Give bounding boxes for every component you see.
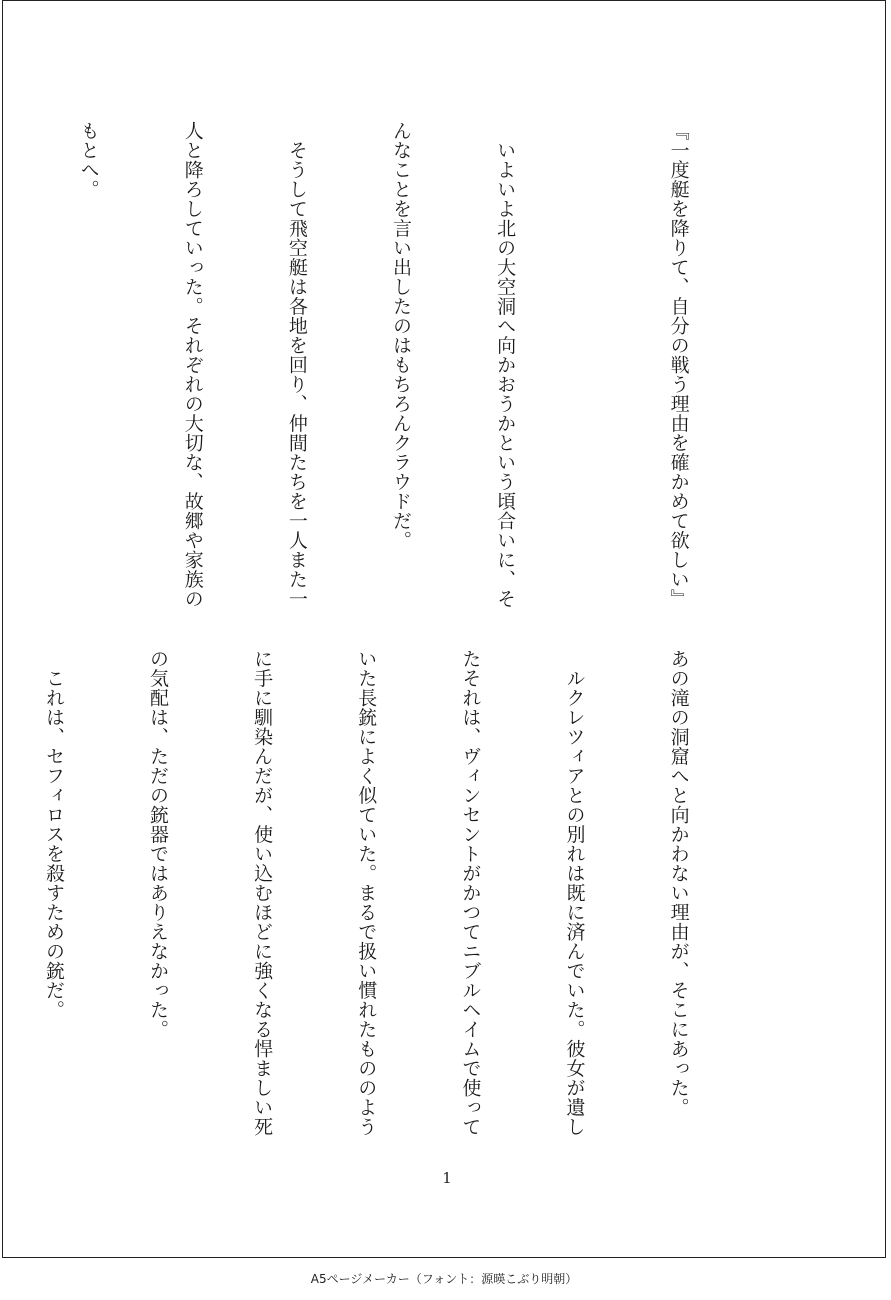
footer-credit: A5ページメーカー（フォント：源暎こぶり明朝）	[310, 1272, 578, 1286]
text-line: もとへ。	[77, 121, 100, 199]
text-line: 『一度艇を降りて、自分の戦う理由を確かめて欲しい』	[667, 121, 690, 609]
text-line: たそれは、ヴィンセントがかつてニブルヘイムで使って	[459, 649, 482, 1137]
page-frame	[2, 0, 886, 1258]
text-line	[0, 121, 2, 601]
page-number: 1	[442, 1169, 452, 1187]
text-line: の気配は、ただの銃器ではありえなかった。	[147, 649, 170, 1039]
text-line: 人と降ろしていった。それぞれの大切な、故郷や家族の	[181, 121, 204, 609]
text-line: いよいよ北の大空洞へ向かおうかという頃合いに、そ	[494, 121, 517, 609]
text-line: ルクレツィアとの別れは既に済んでいた。彼女が遺し	[563, 649, 586, 1137]
text-line: に手に馴染んだが、使い込むほどに強くなる悍ましい死	[251, 649, 274, 1137]
text-line: いた長銃によく似ていた。まるで扱い慣れたもののよう	[355, 649, 378, 1137]
text-line: そうして飛空艇は各地を回り、仲間たちを一人また一	[285, 121, 308, 609]
lower-text-block	[42, 649, 765, 1137]
upper-text-block	[77, 121, 765, 609]
text-line: これは、セフィロスを殺すための銃だ。	[42, 649, 65, 1020]
text-line: んなことを言い出したのはもちろんクラウドだ。	[389, 121, 412, 550]
text-line: あの滝の洞窟へと向かわない理由が、そこにあった。	[667, 649, 690, 1117]
